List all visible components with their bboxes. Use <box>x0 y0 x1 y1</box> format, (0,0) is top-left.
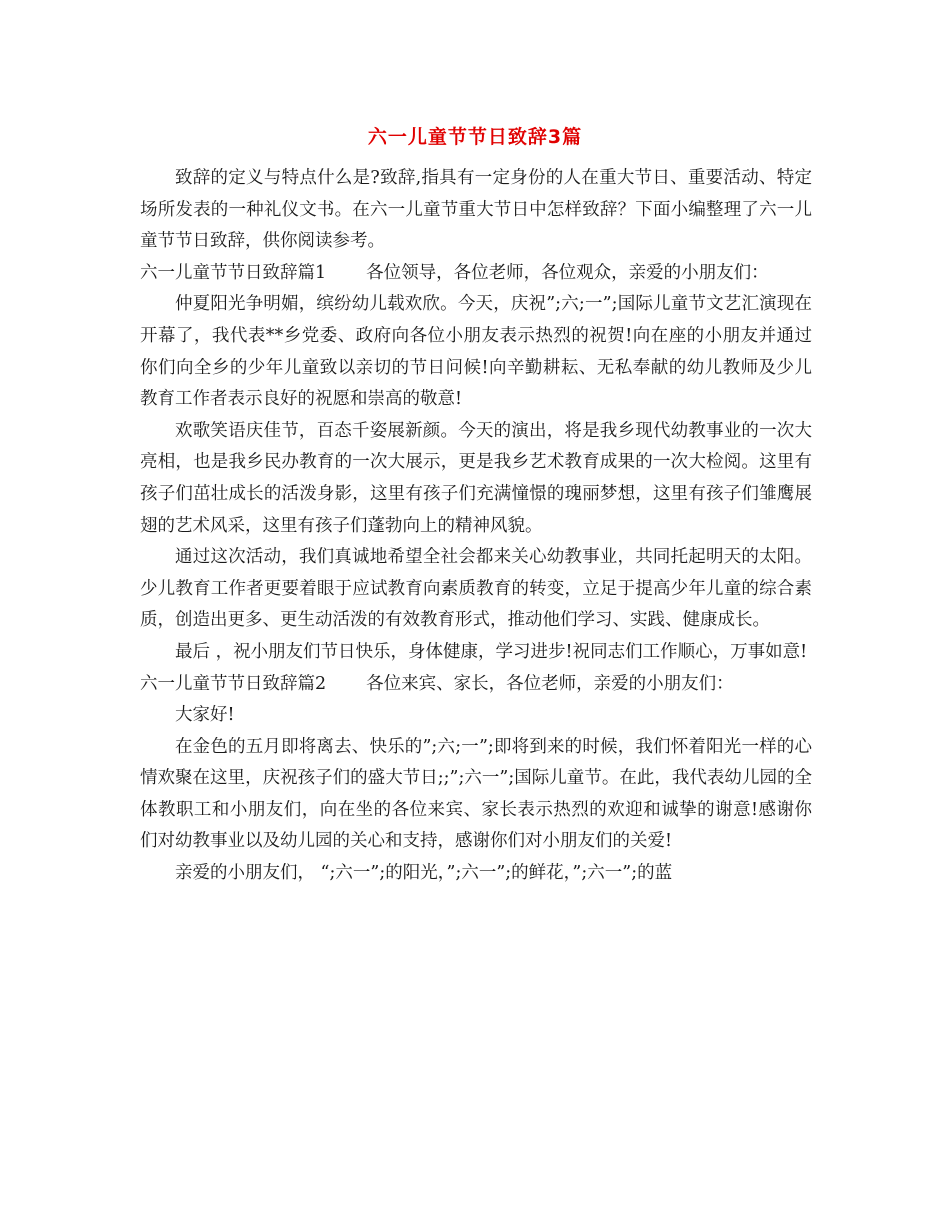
section-1-paragraph-2: 欢歌笑语庆佳节，百态千姿展新颜。今天的演出，将是我乡现代幼教事业的一次大亮相，也是我乡民办教育的一次大展示，更是我乡艺术教育成果的一次大检阅。这里有孩子们茁壮成长的活泼身影，这里有孩子们充满憧憬的瑰丽梦想，这里有孩子们雏鹰展翅的艺术风采，这里有孩子们蓬勃向上的精神风貌。 <box>140 420 812 536</box>
document-body <box>140 163 812 890</box>
section-1-heading-line <box>140 258 812 290</box>
section-2-paragraph-3: 亲爱的小朋友们， “;六一”;的阳光，”;六一”;的鲜花，”;六一”;的蓝 <box>175 863 673 884</box>
section-2-heading-line <box>140 669 812 701</box>
document-title: 六一儿童节节日致辞3篇 <box>367 126 583 148</box>
intro-paragraph: 致辞的定义与特点什么是?致辞,指具有一定身份的人在重大节日、重要活动、特定场所发表的一种礼仪文书。在六一儿童节重大节日中怎样致辞？下面小编整理了六一儿童节节日致辞，供你阅读参考。 <box>140 168 812 252</box>
section-1-salutation: 各位领导，各位老师，各位观众，亲爱的小朋友们： <box>366 262 769 283</box>
section-2-paragraph-1: 大家好! <box>175 705 235 726</box>
section-2-salutation: 各位来宾、家长，各位老师，亲爱的小朋友们： <box>366 673 734 694</box>
section-1-paragraph-4: 最后 ，祝小朋友们节日快乐，身体健康，学习进步!祝同志们工作顺心，万事如意! <box>175 641 808 662</box>
section-1-paragraph-1: 仲夏阳光争明媚，缤纷幼儿载欢欣。今天，庆祝”;六;一”;国际儿童节文艺汇演现在开幕了，我代表**乡党委、政府向各位小朋友表示热烈的祝贺!向在座的小朋友并通过你们向全乡的少年儿童致以亲切的节日问候!向辛勤耕耘、无私奉献的幼儿教师及少儿教育工作者表示良好的祝愿和崇高的敬意! <box>140 294 812 410</box>
section-1-heading: 六一儿童节节日致辞篇1 <box>140 262 327 283</box>
section-1-paragraph-3: 通过这次活动，我们真诚地希望全社会都来关心幼教事业，共同托起明天的太阳。少儿教育工作者更要着眼于应试教育向素质教育的转变，立足于提高少年儿童的综合素质，创造出更多、更生动活泼的有效教育形式，推动他们学习、实践、健康成长。 <box>140 547 812 631</box>
section-2-heading: 六一儿童节节日致辞篇2 <box>140 673 327 694</box>
section-2-paragraph-2: 在金色的五月即将离去、快乐的”;六;一”;即将到来的时候，我们怀着阳光一样的心情欢聚在这里，庆祝孩子们的盛大节日;;”;六一”;国际儿童节。在此，我代表幼儿园的全体教职工和小朋友们，向在坐的各位来宾、家长表示热烈的欢迎和诚挚的谢意!感谢你们对幼教事业以及幼儿园的关心和支持，感谢你们对小朋友们的关爱! <box>140 736 812 852</box>
